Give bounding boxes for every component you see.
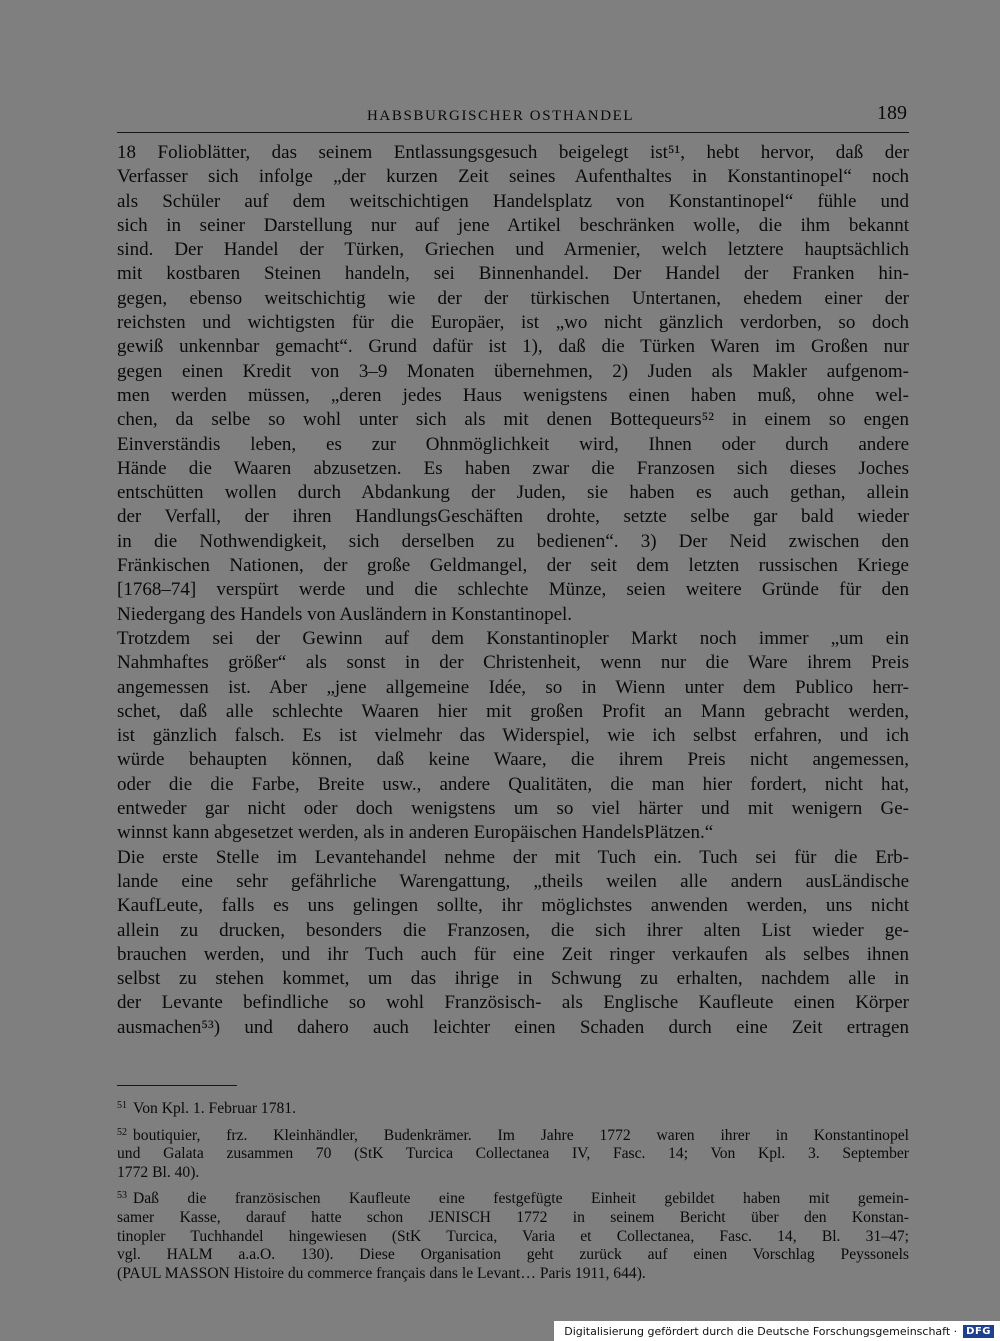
body-line: ist gänzlich falsch. Es ist vielmehr das Widerspiel, wie ich selbst erfahren, und ich [117, 725, 909, 747]
body-line: 18 Folioblätter, das seinem Entlassungsgesuch beigelegt ist⁵¹, hebt hervor, daß der [117, 142, 909, 163]
running-header [117, 104, 909, 133]
body-line: entweder gar nicht oder doch wenigstens um so viel härter und mit wenigern Ge- [117, 798, 909, 820]
body-line: Fränkischen Nationen, der große Geldmangel, der seit dem letzten russischen Kriege [117, 555, 909, 577]
footnote-text: vgl. HALM a.a.O. 130). Diese Organisation geht zurück auf einen Vorschlag Peyssonels [117, 1246, 909, 1264]
footnote-line [117, 1209, 909, 1228]
body-line: sich in seiner Darstellung nur auf jene Artikel beschränken wolle, die ihm bekannt [117, 214, 909, 236]
body-line: [1768–74] verspürt werde und die schlechte Münze, seien weitere Gründe für den [117, 579, 909, 601]
body-line: in die Nothwendigkeit, sich derselben zu bedienen“. 3) Der Neid zwischen den [117, 530, 909, 552]
footnote-number: 52 [117, 1126, 127, 1138]
footnote [117, 1124, 909, 1183]
body-line: Die erste Stelle im Levantehandel nehme der mit Tuch ein. Tuch sei für die Erb- [117, 846, 909, 868]
footnote-text: Daß die französischen Kaufleute eine festgefügte Einheit gebildet haben mit gemein- [133, 1190, 909, 1208]
body-line: reichsten und wichtigsten für die Europäer, ist „wo nicht gänzlich verdorben, so doch [117, 312, 909, 334]
body-line: der Verfall, der ihren HandlungsGeschäften drohte, setzte selbe gar bald wieder [117, 506, 909, 528]
body-line: brauchen werden, und ihr Tuch auch für eine Zeit ringer verkaufen als selbes ihnen [117, 943, 909, 965]
footnote-line [117, 1187, 909, 1209]
footnotes [117, 1097, 909, 1288]
dfg-logo: DFG [963, 1325, 994, 1338]
body-line: winnst kann abgesetzet werden, als in anderen Europäischen HandelsPlätzen.“ [117, 822, 714, 844]
footnote-text: 1772 Bl. 40). [117, 1163, 200, 1181]
footnote-text: tinopler Tuchhandel hingewiesen (StK Turcica, Varia et Collectanea, Fasc. 14, Bl. 31–47; [117, 1227, 909, 1245]
body-line: als Schüler auf dem weitschichtigen Handelsplatz von Konstantinopel“ fühle und [117, 190, 909, 212]
body-line: Nahmhaftes größer“ als sonst in der Christenheit, wenn nur die Ware ihrem Preis [117, 652, 909, 674]
footnote-text: und Galata zusammen 70 (StK Turcica Collectanea IV, Fasc. 14; Von Kpl. 3. September [117, 1145, 909, 1163]
footnote-number: 51 [117, 1100, 127, 1111]
body-line: allein zu drucken, besonders die Franzosen, die sich ihrer alten List wieder ge- [117, 919, 909, 941]
body-line: lande eine sehr gefährliche Warengattung, „theils weilen alle andern ausLändische [117, 870, 909, 892]
footnote-line [117, 1265, 909, 1284]
footnote [117, 1097, 909, 1119]
body-line: schet, daß alle schlechte Waaren hier mit großen Profit an Mann gebracht werden, [117, 700, 909, 722]
body-line: gegen einen Kredit von 3–9 Monaten übernehmen, 2) Juden als Makler aufgenom- [117, 360, 909, 382]
body-line: Niedergang des Handels von Ausländern in Konstantinopel. [117, 603, 573, 625]
footnote-text: samer Kasse, darauf hatte schon JENISCH 1772 in seinem Bericht über den Konstan- [117, 1208, 909, 1226]
body-line: Hände die Waaren abzusetzen. Es haben zwar die Franzosen sich dieses Joches [117, 457, 909, 479]
footnote-number: 53 [117, 1190, 127, 1202]
body-line: chen, da selbe so wohl unter sich als mit denen Bottequeurs⁵² in einem so engen [117, 409, 909, 431]
footnote-text: boutiquier, frz. Kleinhändler, Budenkrämer. Im Jahre 1772 waren ihrer in Konstantinopel [133, 1126, 909, 1144]
body-line: ausmachen⁵³) und dahero auch leichter einen Schaden durch eine Zeit ertragen [117, 1016, 909, 1038]
body-line: gegen, ebenso weitschichtig wie der der türkischen Untertanen, ehedem einer der [117, 287, 909, 309]
footnote-separator [117, 1085, 237, 1086]
body-line: oder die die Farbe, Breite usw., andere Qualitäten, die man hier fordert, nicht hat, [117, 773, 909, 795]
footnote-line [117, 1246, 909, 1265]
footnote-line [117, 1124, 909, 1146]
body-line: der Levante befindliche so wohl Französisch- als Englische Kaufleute einen Körper [117, 992, 909, 1014]
body-line: Trotzdem sei der Gewinn auf dem Konstantinopler Markt noch immer „um ein [117, 627, 909, 649]
body-line: angemessen ist. Aber „jene allgemeine Idée, so in Wienn unter dem Publico herr- [117, 676, 909, 698]
body-line: men werden müssen, „deren jedes Haus wenigstens einen haben muß, ohne wel- [117, 384, 909, 406]
body-line: sind. Der Handel der Türken, Griechen und Armenier, welch letztere hauptsächlich [117, 239, 909, 261]
footnote-text: (PAUL MASSON Histoire du commerce français dans le Levant… Paris 1911, 644). [117, 1264, 646, 1282]
footnote-text: Von Kpl. 1. Februar 1781. [133, 1100, 297, 1117]
page-number: 189 [877, 102, 907, 124]
body-line: Einverständis leben, es zur Ohnmöglichkeit wird, Ihnen oder durch andere [117, 433, 909, 455]
body-text [117, 141, 909, 1040]
body-line: gewiß unkennbar gemacht“. Grund dafür ist 1), daß die Türken Waren im Großen nur [117, 336, 909, 358]
body-line: würde behaupten können, daß keine Waare, die ihrem Preis nicht angemessen, [117, 749, 909, 771]
body-line: entschütten wollen durch Abdankung der Juden, sie haben es auch gethan, allein [117, 482, 909, 504]
footnote-line [117, 1145, 909, 1164]
body-line: selbst zu stehen kommet, um das ihrige in Schwung zu erhalten, nachdem alle in [117, 968, 909, 990]
body-line: KaufLeute, falls es uns gelingen sollte, ihr möglichstes anwenden werden, uns nicht [117, 895, 909, 917]
digitization-banner[interactable] [554, 1321, 1000, 1341]
footnote-line [117, 1228, 909, 1247]
body-line: Verfasser sich infolge „der kurzen Zeit seines Aufenthaltes in Konstantinopel“ noch [117, 166, 909, 188]
banner-text: Digitalisierung gefördert durch die Deutsche Forschungsgemeinschaft · [564, 1324, 958, 1338]
body-line: mit kostbaren Steinen handeln, sei Binnenhandel. Der Handel der Franken hin- [117, 263, 909, 285]
running-title: HABSBURGISCHER OSTHANDEL [367, 108, 635, 124]
footnote-line [117, 1097, 909, 1119]
footnote-line [117, 1164, 909, 1183]
footnote [117, 1187, 909, 1283]
